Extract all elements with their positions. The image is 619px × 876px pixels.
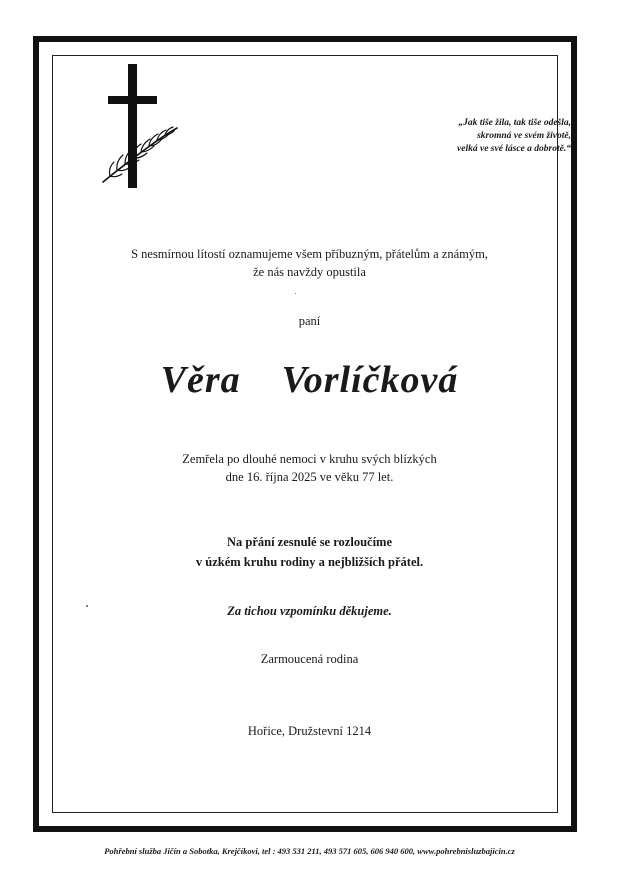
scan-speck <box>86 605 88 607</box>
motto-line: skromná ve svém životě, <box>477 131 571 141</box>
announcement-line: S nesmírnou lítostí oznamujeme všem příbuzným, přátelům a známým, <box>131 247 488 261</box>
family-signature: Zarmoucená rodina <box>260 652 359 666</box>
deceased-name: Věra Vorlíčková <box>160 359 459 401</box>
farewell-notice <box>0 532 619 572</box>
motto-line: „Jak tiše žila, tak tiše odešla, <box>458 118 571 128</box>
death-notice-line: Zemřela po dlouhé nemoci v kruhu svých blízkých <box>182 452 437 466</box>
title-word: paní <box>298 314 321 328</box>
motto-quote <box>371 117 571 156</box>
death-notice <box>0 450 619 486</box>
scan-speck <box>295 293 296 294</box>
farewell-line: v úzkém kruhu rodiny a nejbližších přátel. <box>195 555 424 569</box>
funeral-service-footer: Pohřební služba Jičín a Sobotka, Krejčíkovi, tel : 493 531 211, 493 571 605, 606 940 600, www.pohrebnisluzbajicin.cz <box>104 846 515 856</box>
farewell-line: Na přání zesnulé se rozloučíme <box>226 535 393 549</box>
announcement-line: že nás navždy opustila <box>253 265 366 279</box>
cross-with-palm-icon <box>85 64 185 194</box>
announcement-text <box>0 245 619 281</box>
thanks-line: Za tichou vzpomínku děkujeme. <box>227 604 392 618</box>
address-line: Hořice, Družstevní 1214 <box>247 724 372 738</box>
death-notice-line: dne 16. října 2025 ve věku 77 let. <box>225 470 394 484</box>
motto-line: velká ve své lásce a dobrotě.“ <box>457 144 571 154</box>
